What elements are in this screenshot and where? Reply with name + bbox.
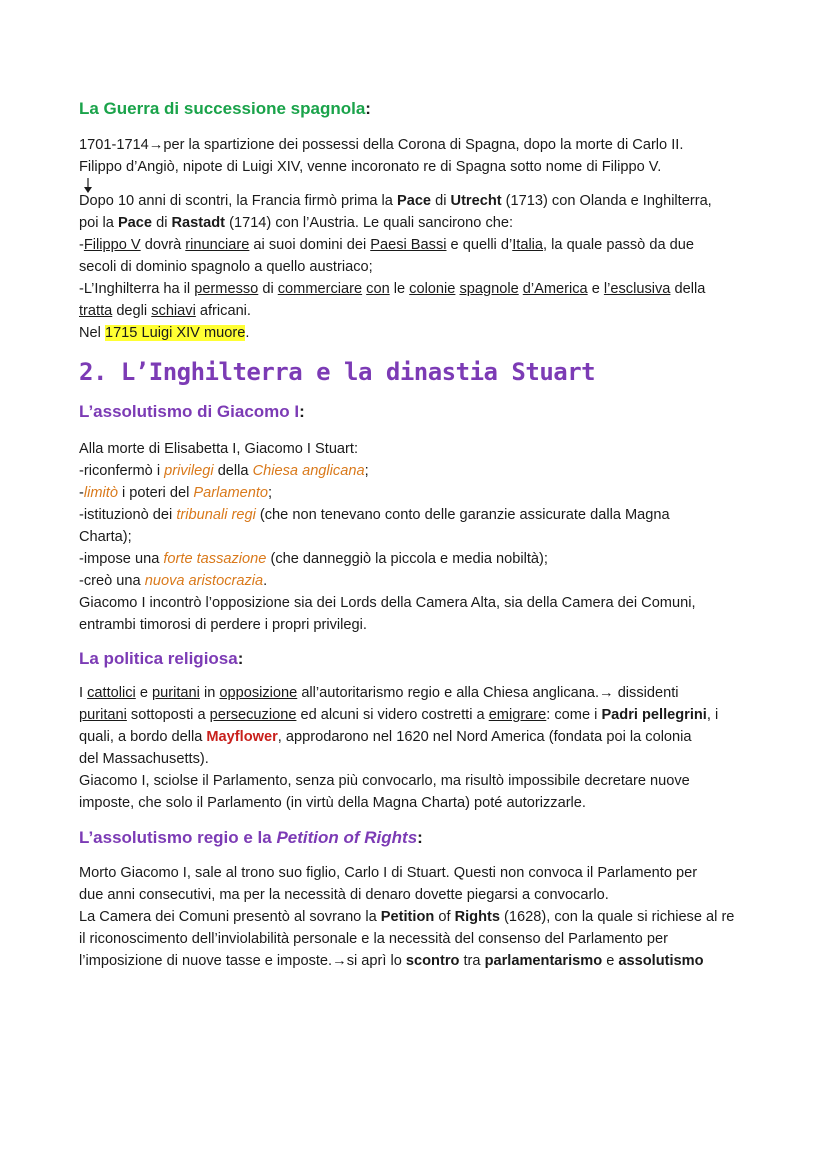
heading-assolutismo-giacomo [79, 402, 305, 422]
paragraph-dates [79, 134, 769, 156]
paragraph-opposizione-cont: entrambi timorosi di perdere i propri privilegi. [79, 617, 367, 633]
list-item-tribunali-cont: Charta); [79, 529, 132, 545]
text-italic-orange: limitò [83, 485, 118, 501]
text-italic-orange: Parlamento [193, 485, 269, 501]
text: . [263, 573, 268, 589]
text: - [79, 485, 84, 501]
text: ed alcuni si videro costretti a [296, 707, 489, 723]
text-bold-red: Mayflower [206, 729, 278, 745]
text: (1628), con la quale si richiese al re [499, 909, 735, 925]
paragraph-petition-3 [79, 906, 769, 928]
heading-colon: : [365, 99, 371, 118]
heading-colon: : [237, 649, 244, 668]
text: 1701-1714 [79, 137, 149, 153]
heading-text: La politica religiosa [79, 649, 238, 668]
text: e quelli d’ [446, 237, 513, 253]
heading-politica-religiosa [79, 649, 243, 669]
text: , i [706, 707, 719, 723]
list-item-privilegi [79, 460, 769, 482]
paragraph-paci-2 [79, 212, 769, 234]
text-underline: persecuzione [209, 707, 297, 723]
list-item-parlamento [79, 482, 769, 504]
text: (1714) con l’Austria. Le quali sancirono che: [225, 215, 514, 231]
text: sottoposti a [126, 707, 210, 723]
list-item-filippo-cont: secoli di dominio spagnolo a quello austriaco; [79, 259, 373, 275]
text: in [199, 685, 220, 701]
paragraph-petition-2: due anni consecutivi, ma per la necessità di denaro dovette piegarsi a convocarlo. [79, 887, 609, 903]
text-bold: Rights [454, 909, 500, 925]
text: of [434, 909, 455, 925]
text: Nel [79, 325, 105, 341]
text: ; [364, 463, 369, 479]
text-underline: colonie [409, 281, 456, 297]
text-bold: Petition [380, 909, 435, 925]
text-bold: Pace [396, 193, 432, 209]
text-bold: Rastadt [171, 215, 226, 231]
text-underline: cattolici [87, 685, 136, 701]
text-bold: scontro [405, 953, 460, 969]
text-underline: l’esclusiva [603, 281, 671, 297]
paragraph-filippo: Filippo d’Angiò, nipote di Luigi XIV, venne incoronato re di Spagna sotto nome di Filippo V. [79, 159, 662, 175]
text: -creò una [79, 573, 145, 589]
text-bold: assolutismo [618, 953, 704, 969]
text: della [670, 281, 706, 297]
text-bold: Padri pellegrini [601, 707, 707, 723]
text-underline: puritani [152, 685, 200, 701]
text-underline: d’America [522, 281, 588, 297]
paragraph-religiosa-2 [79, 704, 769, 726]
heading-colon: : [299, 402, 305, 421]
text: l’imposizione di nuove tasse e imposte. [79, 953, 333, 969]
section-guerra-body [79, 134, 769, 178]
text: , la quale passò da due [543, 237, 694, 253]
heading-guerra-successione [79, 99, 371, 119]
paragraph-religiosa-4: del Massachusetts). [79, 751, 209, 767]
text: africani. [195, 303, 251, 319]
text: Dopo 10 anni di scontri, la Francia firmò prima la [79, 193, 397, 209]
text: e [602, 953, 619, 969]
heading-text-italic: Petition of Rights [276, 828, 418, 847]
paragraph-opposizione: Giacomo I incontrò l’opposizione sia dei Lords della Camera Alta, sia della Camera dei Comuni, [79, 595, 696, 611]
text: (che non tenevano conto delle garanzie assicurate dalla Magna [255, 507, 670, 523]
text-underline: emigrare [488, 707, 547, 723]
text: (1713) con Olanda e Inghilterra, [501, 193, 712, 209]
text: i poteri del [117, 485, 194, 501]
list-item-inghilterra-cont [79, 300, 769, 322]
text: - [79, 237, 84, 253]
text: poi la [79, 215, 118, 231]
text-highlight: 1715 Luigi XIV muore [104, 325, 246, 341]
paragraph-religiosa-5: Giacomo I, sciolse il Parlamento, senza più convocarlo, ma risultò impossibile decretare nuove [79, 773, 690, 789]
list-item-filippo [79, 234, 769, 256]
list-item-tribunali [79, 504, 769, 526]
text: di [152, 215, 172, 231]
text-underline: Filippo V [83, 237, 141, 253]
text: ; [268, 485, 273, 501]
arrow-right-icon: → [148, 137, 164, 153]
paragraph-religiosa-6: imposte, che solo il Parlamento (in virtù della Magna Charta) poté autorizzarle. [79, 795, 586, 811]
text-underline: spagnole [459, 281, 519, 297]
text-underline: opposizione [219, 685, 298, 701]
paragraph-luigi-muore [79, 322, 769, 344]
heading-inghilterra-stuart: 2. L’Inghilterra e la dinastia Stuart [79, 358, 596, 386]
heading-text: L’assolutismo di Giacomo I [79, 402, 300, 421]
text-italic-orange: Chiesa anglicana [252, 463, 365, 479]
paragraph-petition-4: il riconoscimento dell’inviolabilità personale e la necessità del consenso del Parlamento per [79, 931, 668, 947]
text: (che danneggiò la piccola e media nobiltà); [266, 551, 548, 567]
text-underline: rinunciare [185, 237, 250, 253]
section-paci-body [79, 190, 769, 344]
text: si aprì lo [346, 953, 406, 969]
text-underline: schiavi [151, 303, 196, 319]
arrow-right-icon: → [332, 953, 347, 969]
text-italic-orange: tribunali regi [176, 507, 256, 523]
text-italic-orange: privilegi [164, 463, 214, 479]
text: dissidenti [613, 685, 679, 701]
text: dovrà [140, 237, 186, 253]
heading-colon: : [417, 828, 423, 847]
text-underline: commerciare [277, 281, 363, 297]
text: all’autoritarismo regio e alla Chiesa anglicana. [297, 685, 600, 701]
arrow-right-icon: → [599, 685, 614, 701]
text: -riconfermò i [79, 463, 165, 479]
text-underline: permesso [194, 281, 259, 297]
text-underline: tratta [79, 303, 113, 319]
paragraph-religiosa-3 [79, 726, 769, 748]
section-religiosa-body [79, 682, 769, 814]
text: le [389, 281, 410, 297]
paragraph-petition-5 [79, 950, 769, 972]
text: . [245, 325, 250, 341]
text-underline: puritani [79, 707, 127, 723]
list-item-aristocrazia [79, 570, 769, 592]
text-italic-orange: nuova aristocrazia [144, 573, 264, 589]
paragraph-religiosa-1 [79, 682, 769, 704]
text-bold: parlamentarismo [484, 953, 603, 969]
heading-text: La Guerra di successione spagnola [79, 99, 366, 118]
text-bold: Utrecht [450, 193, 502, 209]
text-italic-orange: forte tassazione [163, 551, 267, 567]
text: e [135, 685, 153, 701]
text: , approdarono nel 1620 nel Nord America (fondata poi la colonia [277, 729, 692, 745]
text-underline: con [366, 281, 390, 297]
paragraph-petition-1: Morto Giacomo I, sale al trono suo figlio, Carlo I di Stuart. Questi non convoca il Parlamento per [79, 865, 698, 881]
text: degli [112, 303, 152, 319]
text: -istituzionò dei [79, 507, 177, 523]
section-giacomo-body [79, 438, 769, 636]
paragraph-intro: Alla morte di Elisabetta I, Giacomo I Stuart: [79, 441, 359, 457]
text-underline: Paesi Bassi [370, 237, 447, 253]
section-petition-body [79, 862, 769, 972]
text-bold: Pace [117, 215, 153, 231]
text: La Camera dei Comuni presentò al sovrano la [79, 909, 381, 925]
text: I [79, 685, 88, 701]
text: di [258, 281, 278, 297]
list-item-inghilterra [79, 278, 769, 300]
text: : come i [546, 707, 602, 723]
text: di [431, 193, 451, 209]
text: della [213, 463, 253, 479]
text: tra [459, 953, 485, 969]
text: -impose una [79, 551, 164, 567]
paragraph-paci-1 [79, 190, 769, 212]
heading-petition-rights [79, 828, 423, 848]
text: -L’Inghilterra ha il [79, 281, 195, 297]
list-item-tassazione [79, 548, 769, 570]
text-underline: Italia [512, 237, 544, 253]
text: per la spartizione dei possessi della Corona di Spagna, dopo la morte di Carlo II. [163, 137, 684, 153]
heading-text: L’assolutismo regio e la [79, 828, 277, 847]
text: ai suoi domini dei [249, 237, 371, 253]
text: e [587, 281, 604, 297]
text: quali, a bordo della [79, 729, 207, 745]
